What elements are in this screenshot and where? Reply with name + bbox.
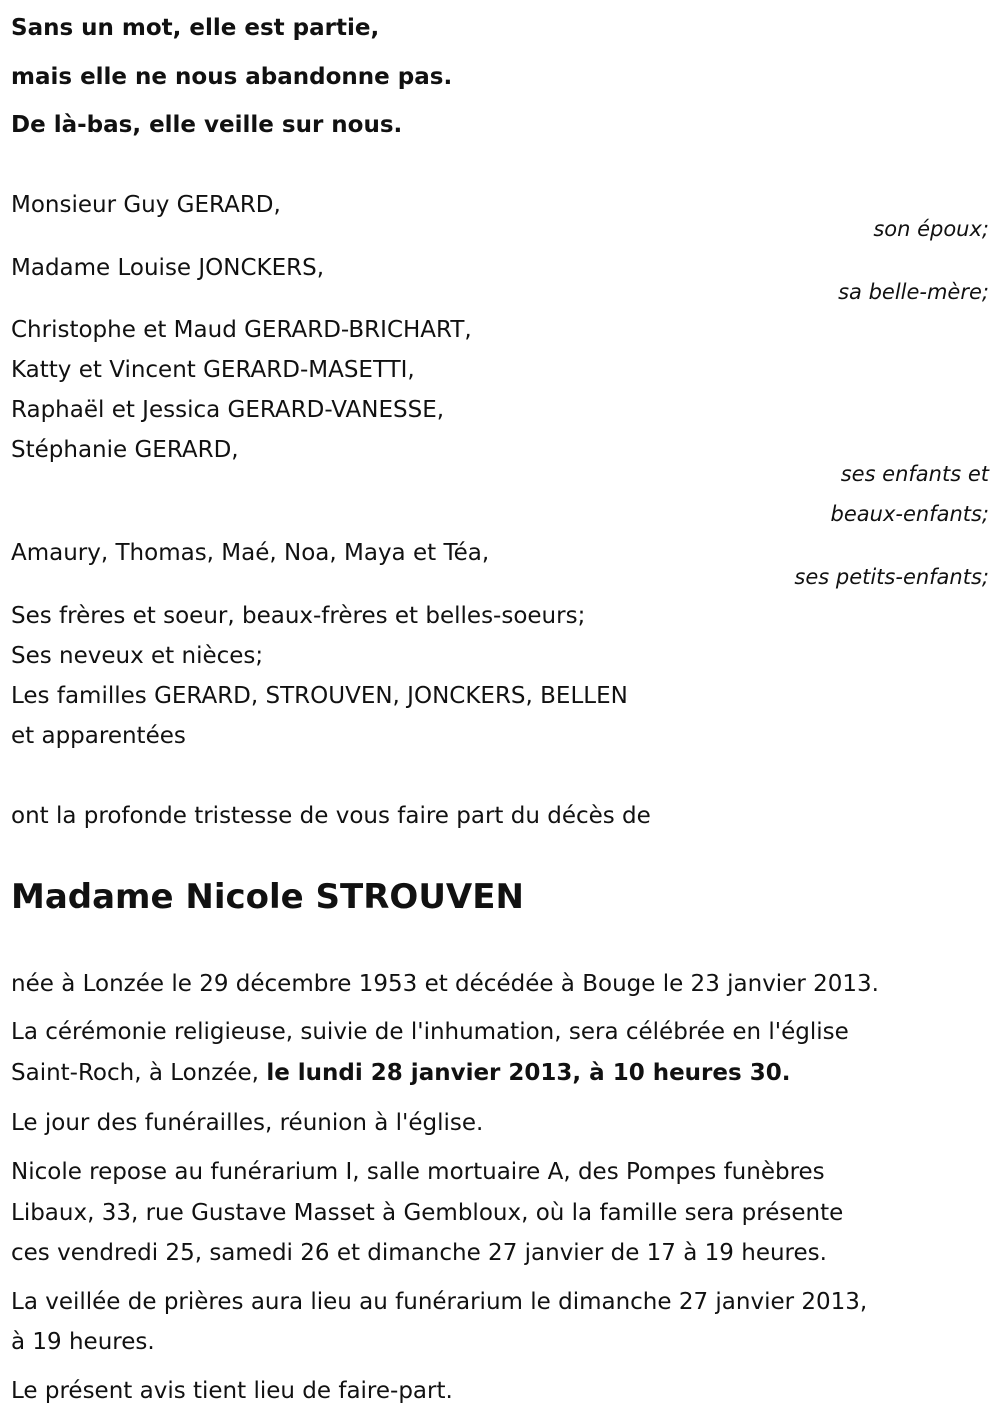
child: Katty et Vincent GERARD-MASETTI, xyxy=(11,357,415,383)
vigil-line: à 19 heures. xyxy=(11,1329,155,1355)
spouse: Monsieur Guy GERARD, xyxy=(11,192,281,218)
announcement: ont la profonde tristesse de vous faire part du décès de xyxy=(11,803,651,829)
child: Christophe et Maud GERARD-BRICHART, xyxy=(11,317,472,343)
spouse-role: son époux; xyxy=(873,217,989,241)
relatives-line: Les familles GERARD, STROUVEN, JONCKERS, BELLEN xyxy=(11,683,628,709)
mother-in-law: Madame Louise JONCKERS, xyxy=(11,255,325,281)
children-role: ses enfants et xyxy=(840,462,989,486)
ceremony-line xyxy=(11,1057,790,1089)
child: Stéphanie GERARD, xyxy=(11,437,239,463)
relatives-line: Ses neveux et nièces; xyxy=(11,643,264,669)
vigil-line: La veillée de prières aura lieu au funérarium le dimanche 27 janvier 2013, xyxy=(11,1289,868,1315)
meeting: Le jour des funérailles, réunion à l'église. xyxy=(11,1110,484,1136)
relatives-line: et apparentées xyxy=(11,723,186,749)
rest-line: Libaux, 33, rue Gustave Masset à Gembloux, où la famille sera présente xyxy=(11,1200,844,1226)
relatives-line: Ses frères et soeur, beaux-frères et belles-soeurs; xyxy=(11,603,586,629)
deceased-name: Madame Nicole STROUVEN xyxy=(11,877,524,917)
rest-line: ces vendredi 25, samedi 26 et dimanche 27 janvier de 17 à 19 heures. xyxy=(11,1240,827,1266)
birth-death: née à Lonzée le 29 décembre 1953 et décédée à Bouge le 23 janvier 2013. xyxy=(11,971,879,997)
grandchildren-role: ses petits-enfants; xyxy=(794,565,989,589)
ceremony-line: La cérémonie religieuse, suivie de l'inhumation, sera célébrée en l'église xyxy=(11,1019,849,1045)
rest-line: Nicole repose au funérarium I, salle mortuaire A, des Pompes funèbres xyxy=(11,1159,825,1185)
poem-line: De là-bas, elle veille sur nous. xyxy=(11,112,403,138)
poem-line: mais elle ne nous abandonne pas. xyxy=(11,64,453,90)
mother-in-law-role: sa belle-mère; xyxy=(838,280,989,304)
poem-line: Sans un mot, elle est partie, xyxy=(11,15,380,41)
children-role: beaux-enfants; xyxy=(830,502,989,526)
grandchildren: Amaury, Thomas, Maé, Noa, Maya et Téa, xyxy=(11,540,490,566)
ceremony-date: le lundi 28 janvier 2013, à 10 heures 30. xyxy=(266,1060,791,1086)
ceremony-place: Saint-Roch, à Lonzée, xyxy=(11,1060,267,1086)
child: Raphaël et Jessica GERARD-VANESSE, xyxy=(11,397,445,423)
notice: Le présent avis tient lieu de faire-part. xyxy=(11,1378,453,1404)
